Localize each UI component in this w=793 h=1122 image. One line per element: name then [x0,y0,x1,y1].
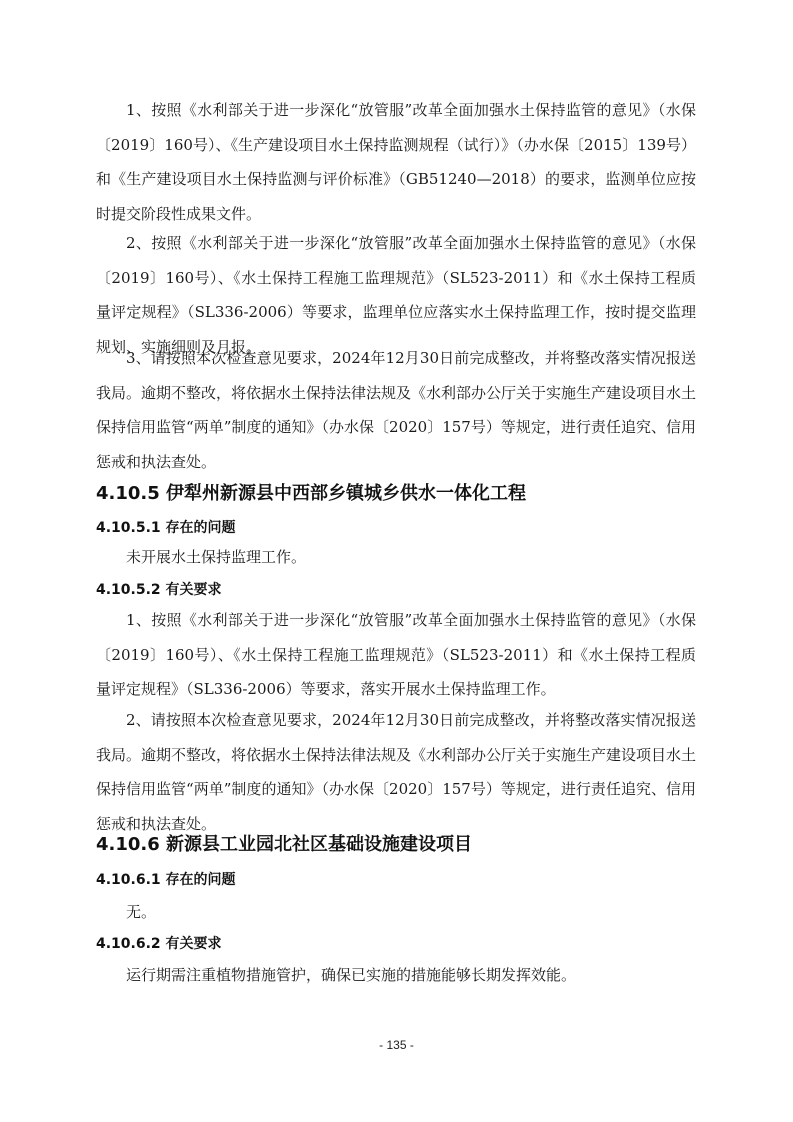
requirement-paragraph-2: 2、按照《水利部关于进一步深化“放管服”改革全面加强水土保持监管的意见》（水保〔2019〕160号）、《水土保持工程施工监理规范》（SL523-2011）和《水土保持工程质量评定规程》（SL336-2006）等要求，监理单位应落实水土保持监理工作，按时提交监理规划、实施细则及月报。 [96,234,696,356]
requirement-paragraph-4-10-6-1: 运行期需注重植物措施管护，确保已实施的措施能够长期发挥效能。 [126,966,577,984]
subsection-heading-requirements: 4.10.5.2 有关要求 [96,582,222,598]
requirement-paragraph-4-10-5-2: 2、请按照本次检查意见要求，2024年12月30日前完成整改，并将整改落实情况报送我局。逾期不整改，将依据水土保持法律法规及《水利部办公厅关于实施生产建设项目水土保持信用监管“两单”制度的通知》（办水保〔2020〕157号）等规定，进行责任追究、信用惩戒和执法查处。 [96,711,697,833]
requirement-paragraph-1: 1、按照《水利部关于进一步深化“放管服”改革全面加强水土保持监管的意见》（水保〔2019〕160号）、《生产建设项目水土保持监测规程（试行）》（办水保〔2015〕139号）和《生产建设项目水土保持监测与评价标准》（GB51240—2018）的要求，监测单位应按时提交阶段性成果文件。 [96,101,696,223]
subsection-heading-problems: 4.10.5.1 存在的问题 [96,520,236,536]
section-heading-4-10-6: 4.10.6 新源县工业园北社区基础设施建设项目 [96,834,473,855]
page-number: - 135 - [379,1038,414,1052]
subsection-heading-requirements-4-10-6: 4.10.6.2 有关要求 [96,936,222,952]
problems-text: 未开展水土保持监理工作。 [126,548,307,566]
problems-text-4-10-6: 无。 [126,903,157,921]
requirement-paragraph-4-10-5-1: 1、按照《水利部关于进一步深化“放管服”改革全面加强水土保持监管的意见》（水保〔2019〕160号）、《水土保持工程施工监理规范》（SL523-2011）和《水土保持工程质量评定规程》（SL336-2006）等要求，落实开展水土保持监理工作。 [96,611,696,698]
requirement-paragraph-3: 3、请按照本次检查意见要求，2024年12月30日前完成整改，并将整改落实情况报送我局。逾期不整改，将依据水土保持法律法规及《水利部办公厅关于实施生产建设项目水土保持信用监管“两单”制度的通知》（办水保〔2020〕157号）等规定，进行责任追究、信用惩戒和执法查处。 [96,349,697,471]
subsection-heading-problems-4-10-6: 4.10.6.1 存在的问题 [96,872,236,888]
section-heading-4-10-5: 4.10.5 伊犁州新源县中西部乡镇城乡供水一体化工程 [96,483,527,504]
